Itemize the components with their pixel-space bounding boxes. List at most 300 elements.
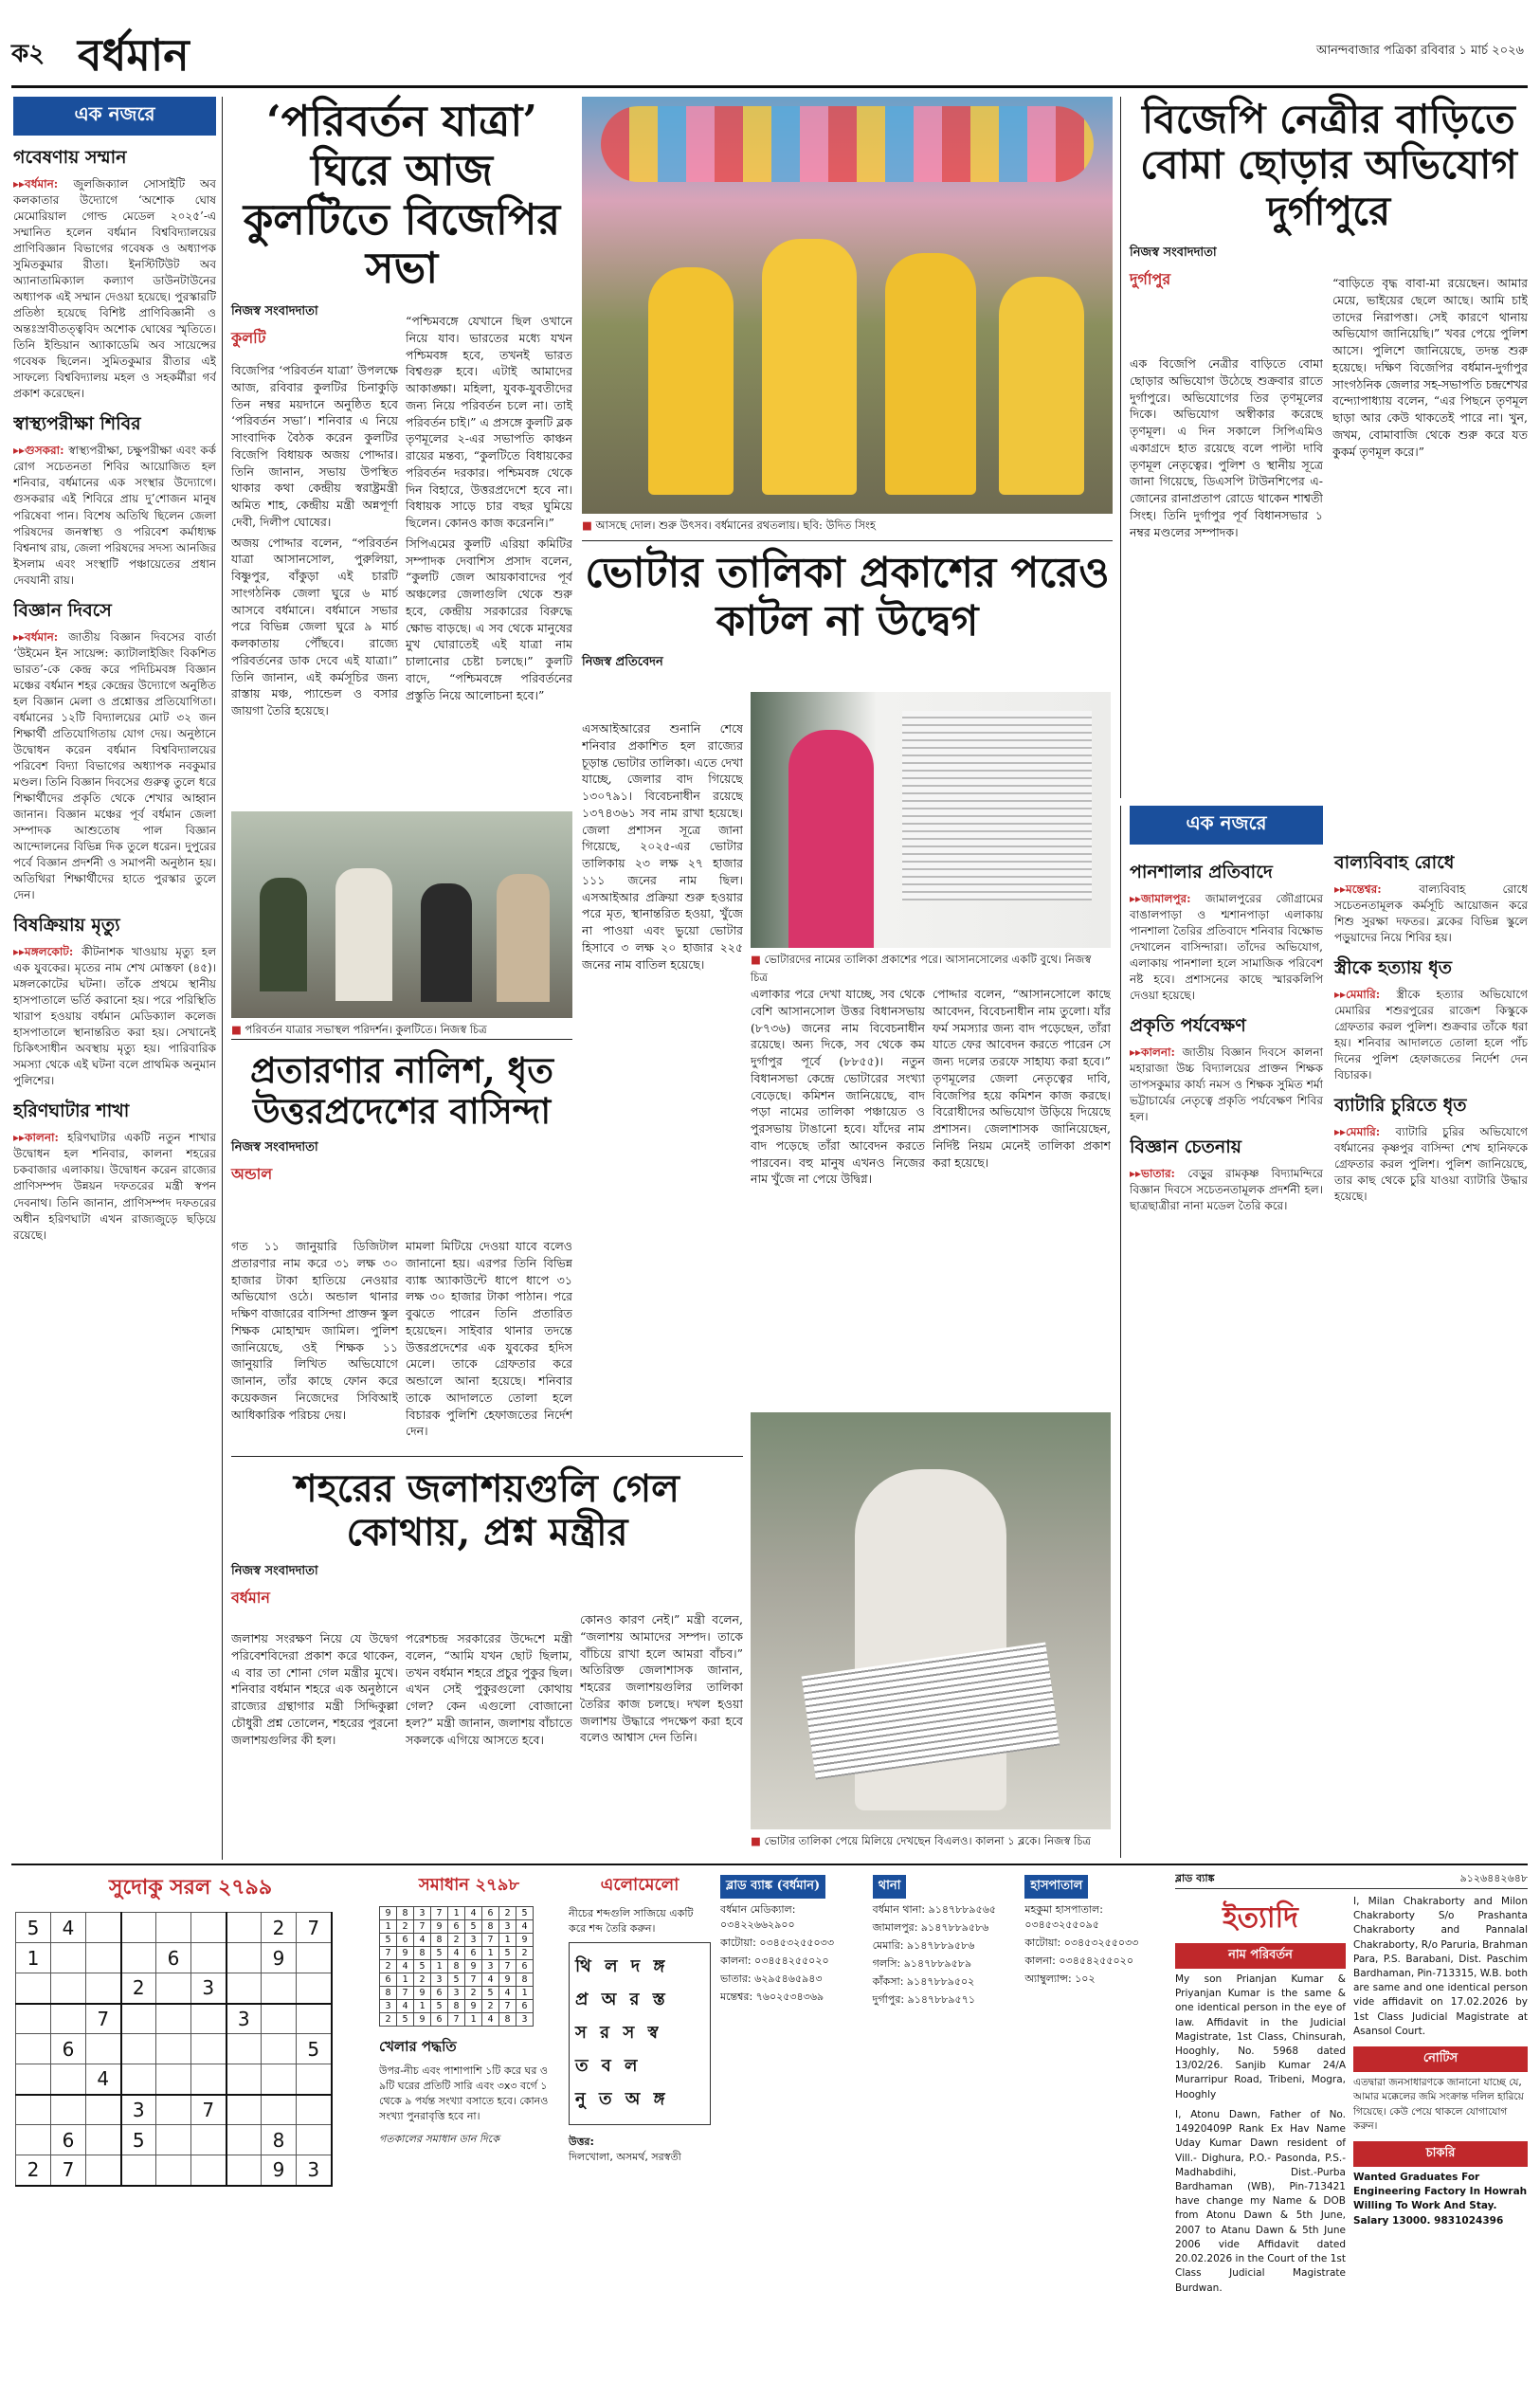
solution-cell: 1 (448, 1907, 465, 1920)
solution-cell: 1 (431, 1960, 448, 1973)
solution-cell: 1 (516, 1987, 534, 2000)
solution-cell: 4 (397, 1960, 414, 1973)
sudoku-cell[interactable]: 7 (86, 2004, 121, 2034)
nojore2-item-place: ▸▸ভাতার: (1130, 1167, 1188, 1181)
solution-cell: 4 (414, 1934, 431, 1947)
solution-cell: 4 (465, 1907, 482, 1920)
alolo-answer-title: উত্তর: (569, 2135, 594, 2148)
story-durgapur-byline: নিজস্ব সংবাদদাতা (1130, 245, 1217, 260)
solution-cell: 7 (499, 2000, 516, 2013)
directory-entry: দুর্গাপুর: ৯১৪৭৮৮৯৫৭১ (872, 1992, 975, 2006)
solution-cell: 9 (465, 1960, 482, 1973)
col-rule (1120, 97, 1121, 798)
sudoku-cell[interactable]: 2 (16, 2155, 51, 2186)
sidebar-header: এক নজরে (13, 97, 216, 136)
story-durgapur-headline: বিজেপি নেত্রীর বাড়িতে বোমা ছোড়ার অভিযোগ দুর্গাপুরে (1140, 96, 1517, 234)
caption-voter-board: ■ ভোটারদের নামের তালিকা প্রকাশের পরে। আসানসোলের একটি বুথে। নিজস্ব চিত্র (751, 952, 1111, 988)
sudoku-cell[interactable] (297, 2064, 332, 2095)
sudoku-cell[interactable] (262, 2004, 297, 2034)
solution-cell: 8 (499, 2013, 516, 2027)
story-fraud-col1: গত ১১ জানুয়ারি ডিজিটাল প্রতারণার নাম করে ৩১ লক্ষ ৩০ হাজার টাকা হাতিয়ে নেওয়ার অভিযোগ ওঠে। অন্ডাল থানার দক্ষিণ বাজারের বাসিন্দা প্রাক্তন স্কুল শিক্ষক মোহাম্মদ জামিল। পুলিশ জানিয়েছে, ওই শিক্ষক ১১ জানুয়ারি লিখিত অভিযোগে জানান, তাঁর কাছে ফোন করে কয়েকজন নিজেদের সিবিআই আধিকারিক পরিচয় দেয়। (231, 1239, 398, 1422)
solution-cell: 9 (431, 1920, 448, 1934)
solution-cell: 8 (448, 1960, 465, 1973)
solution-cell: 2 (397, 1920, 414, 1934)
solution-cell: 5 (431, 1947, 448, 1960)
story-fraud-col2: মামলা মিটিয়ে দেওয়া যাবে বলেও জানানো হয়। এরপর তিনি বিভিন্ন ব্যাঙ্ক অ্যাকাউন্টে ধাপে ধাপে ৩১ লক্ষ ৩০ হাজার টাকা পাঠান। পরে বুঝতে পারেন তিনি প্রতারিত হয়েছেন। সাইবার থানার তদন্তে উত্তরপ্রদেশের এক যুবকের হদিস মেলে। তাকে গ্রেফতার করে অন্ডালে আনা হয়েছে। শনিবার তাকে আদালতে তোলা হলে বিচারক পুলিশি হেফাজতের নির্দেশ দেন। (406, 1239, 572, 1439)
solution-cell: 6 (397, 1934, 414, 1947)
story-voterlist-col2: এলাকার পরে দেখা যাচ্ছে, সব থেকে বেশি আসানসোল উত্তর বিধানসভায় (৮৭৩৬) জনের নাম বিবেচনাধীন রয়েছে। অন্য দিকে, সব থেকে কম দুর্গাপুর পূর্বে (৮৮৫৫)। নতুন বিধানসভা কেন্দ্রে ভোটারের সংখ্যা বেড়েছে। কমিশন জানিয়েছে, বাদ পড়া নামের তালিকা পঞ্চায়েত ও পুরসভায় টাঙানো হবে। যাঁদের নাম বাদ পড়েছে তাঁরা আবেদন করতে পারবেন। বহু মানুষ এখনও নিজের নাম খুঁজে না পেয়ে উদ্বিগ্ন। (751, 987, 925, 1187)
sudoku-cell[interactable] (16, 2095, 51, 2125)
story-rule (231, 1456, 743, 1457)
sudoku-cell[interactable] (191, 1943, 226, 1973)
sudoku-title: সুদোকু সরল ২৭৯৯ (108, 1875, 273, 1900)
story-durgapur-place: দুর্গাপুর (1130, 269, 1171, 288)
sidebar-item-text: ▸▸বর্ধমান: জাতীয় বিজ্ঞান দিবসের বার্তা ‘উইমেন ইন সায়েন্স: ক্যাটালাইজিং বিকশিত ভারত’-কে কেন্দ্র করে পদিচিমবঙ্গ বিজ্ঞান মঞ্চের বর্ধমান শহর কেন্দ্রের উদ্যোগে অনুষ্ঠিত হল বিজ্ঞান মেলা ও প্রশ্নোত্তর প্রতিযোগিতা। বর্ধমানের ১২টি বিদ্যালয়ের মোট ৩২ জন শিক্ষার্থী প্রতিযোগিতায় যোগ দেয়। অনুষ্ঠানে উদ্বোধন করেন বর্ধমান বিশ্ববিদ্যালয়ের পরিবেশ বিদ্যা বিভাগের অধ্যাপক নবকুমার মণ্ডল। তিনি বিজ্ঞান দিবসের গুরুত্ব তুলে ধরে শিক্ষার্থীদের প্রকৃতি থেকে শেখার আহ্বান জানান। বিজ্ঞান মঞ্চের পূর্ব বর্ধমান জেলা সম্পাদক আশুতোষ পাল বিজ্ঞান আন্দোলনের বিভিন্ন দিক তুলে ধরেন। দুপুরের পর্বে বিজ্ঞান প্রদর্শনী ও সমাপনী অনুষ্ঠান হয়। অতিথিরা শিক্ষার্থীদের হাতে পুরস্কার তুলে দেন। (13, 629, 216, 902)
sidebar-item-place: ▸▸মঙ্গলকোট: (13, 945, 82, 959)
sudoku-cell[interactable] (156, 2004, 191, 2034)
solution-cell: 6 (380, 1973, 397, 1987)
sidebar-item-place: ▸▸বর্ধমান: (13, 629, 69, 644)
solution-cell: 2 (414, 1973, 431, 1987)
sudoku-cell[interactable] (191, 2034, 226, 2064)
sudoku-cell[interactable]: 4 (86, 2064, 121, 2095)
voter-list-sheet (902, 711, 1092, 900)
sudoku-cell[interactable] (226, 2155, 262, 2186)
alolo-title: এলোমেলো (600, 1875, 679, 1895)
sudoku-cell[interactable] (226, 2064, 262, 2095)
solution-cell: 4 (482, 2013, 499, 2027)
alolo-instructions: নীচের শব্দগুলি সাজিয়ে একটি করে শব্দ তৈরি করুন। (569, 1907, 694, 1935)
solution-cell: 4 (499, 1987, 516, 2000)
sudoku-cell[interactable]: 2 (262, 1913, 297, 1943)
dancer-shape (648, 267, 734, 495)
solution-cell: 7 (397, 1987, 414, 2000)
alolo-word: স র স স্ব (575, 2022, 662, 2043)
solution-cell: 2 (380, 2013, 397, 2027)
sudoku-cell[interactable] (262, 2034, 297, 2064)
solution-panel (379, 1871, 559, 2147)
solution-cell: 2 (380, 1960, 397, 1973)
nojore-right-header: এক নজরে (1130, 806, 1323, 845)
solution-cell: 3 (448, 1987, 465, 2000)
story-kulti-headline: ‘পরিবর্তন যাত্রা’ ঘিরে আজ কুলটিতে বিজেপির সভা (243, 96, 561, 294)
alolo-panel (569, 1871, 711, 2165)
sudoku-cell[interactable] (297, 1943, 332, 1973)
nojore2-item-text: ▸▸মন্তেশ্বর: বাল্যবিবাহ রোধে সচেতনতামূলক কর্মসূচি আয়োজন করে শিশু সুরক্ষা দফতর। ব্লকের বিভিন্ন স্কুলে পড়ুয়াদের নিয়ে শিবির হয়। (1334, 882, 1528, 945)
directory-entry: মহকুমা হাসপাতাল: ০৩৪৫৩২৫৫০৯৫ (1024, 1903, 1103, 1931)
solution-cell: 9 (414, 1987, 431, 2000)
story-durgapur (1130, 97, 1528, 299)
story-ponds-col1: জলাশয় সংরক্ষণ নিয়ে যে উদ্বেগ পরিবেশবিদেরা প্রকাশ করে থাকেন, এ বার তা শোনা গেল মন্ত্রীর মুখে। শনিবার বর্ধমান শহরে এক অনুষ্ঠানে রাজ্যের গ্রন্থাগার মন্ত্রী সিদ্দিকুল্লা চৌধুরী প্রশ্ন তোলেন, শহরের পুরনো জলাশয়গুলির কী হল। (231, 1631, 398, 1747)
alolo-word: নু ত অ ঙ্গ (575, 2088, 669, 2109)
solution-cell: 7 (448, 2013, 465, 2027)
sidebar-item-text: ▸▸মঙ্গলকোট: কীটনাশক খাওয়ায় মৃত্যু হল এক যুবকের। মৃতের নাম শেখ মোস্তফা (৪৫)। মঙ্গলকোটের ঘটনা। তাঁকে প্রথমে স্থানীয় হাসপাতালে ভর্তি করানো হয়। পরে পরিস্থিতি খারাপ হওয়ায় বর্ধমান মেডিক্যাল কলেজ হাসপাতালে স্থানান্তরিত করা হয়। সেখানেই চিকিৎসাধীন অবস্থায় মৃত্যু হয়। পারিবারিক সমস্যা থেকে এই ঘটনা বলে প্রাথমিক অনুমান পুলিশের। (13, 945, 216, 1088)
directory (720, 1871, 1166, 2336)
sudoku-cell[interactable] (156, 2155, 191, 2186)
page-number: ক২ (11, 40, 45, 68)
sudoku-cell[interactable] (86, 2155, 121, 2186)
sudoku-cell[interactable]: 9 (262, 1943, 297, 1973)
sudoku-cell[interactable] (156, 2125, 191, 2155)
sudoku-cell[interactable] (191, 2125, 226, 2155)
story-ponds-col2: পরেশচন্দ্র সরকারের উদ্দেশে মন্ত্রী বলেন, “আমি যখন ছোট ছিলাম, তখন বর্ধমান শহরে প্রচুর পুকুর ছিল। এখন সেই পুকুরগুলো কোথায় গেল? কেন এগুলো বোজানো হল?” মন্ত্রী জানান, জলাশয় বাঁচাতে সকলকে এগিয়ে আসতে হবে। (406, 1631, 572, 1747)
solution-cell: 8 (448, 2000, 465, 2013)
solution-cell: 4 (448, 1947, 465, 1960)
story-ponds (231, 1467, 743, 1617)
solution-cell: 3 (465, 1934, 482, 1947)
masthead (11, 27, 1528, 82)
nojore2-item-head: বিজ্ঞান চেতনায় (1130, 1136, 1241, 1158)
sudoku-cell[interactable] (156, 1973, 191, 2004)
solution-cell: 2 (499, 1907, 516, 1920)
ad-name-change-1: My son Prianjan Kumar & Priyanjan Kumar is the same & one identical person in the eye of law. Affidavit in the Judicial Magistrate, 1st Class, Chinsurah, Hooghly, No. 5968 dated 13/02/26. Sanjib Kumar 24/A Murarripur Road, Tribeni, Mogra, Hooghly (1175, 1973, 1346, 2100)
sudoku-cell[interactable] (16, 1973, 51, 2004)
solution-cell: 5 (414, 1960, 431, 1973)
dir-head-thana: থানা (873, 1875, 907, 1899)
sudoku-cell[interactable] (16, 2004, 51, 2034)
sidebar-item-head: বিষক্রিয়ায় মৃত্যু (13, 915, 120, 936)
directory-col-bloodbank (720, 1871, 861, 2010)
bloodbank-label: ব্লাড ব্যাঙ্ক (1175, 1872, 1215, 1884)
sudoku-cell[interactable] (86, 2095, 121, 2125)
story-voterlist (582, 550, 1113, 677)
story-fraud-headline: প্রতারণার নালিশ, ধৃত উত্তরপ্রদেশের বাসিন্দা (250, 1049, 553, 1132)
sudoku-cell[interactable] (191, 1913, 226, 1943)
nojore2-item-head: বাল্যবিবাহ রোধে (1334, 852, 1455, 873)
sudoku-cell[interactable] (51, 2064, 86, 2095)
sudoku-cell[interactable]: 9 (262, 2155, 297, 2186)
solution-cell: 6 (516, 2000, 534, 2013)
alolo-words (569, 1942, 711, 2125)
solution-cell: 5 (465, 1920, 482, 1934)
solution-cell: 5 (448, 1973, 465, 1987)
sidebar-item-place: ▸▸গুসকরা: (13, 444, 69, 458)
directory-entry: কাঁকসা: ৯১৪৭৮৮৯৫০২ (872, 1974, 975, 1988)
sidebar-item-text: ▸▸কালনা: হরিণঘাটার একটি নতুন শাখার উদ্বোধন হল শনিবার, কালনা শহরের চকবাজার এলাকায়। উদ্বোধন করেন রাজ্যের প্রাণিসম্পদ উন্নয়ন দফতরের মন্ত্রী স্বপন দেবনাথ। তিনি জানান, প্রাণিসম্পদ দফতরের অধীন হরিণঘাটা এখন রাজ্যজুড়ে ছড়িয়ে রয়েছে। (13, 1131, 216, 1242)
sudoku-cell[interactable] (51, 1973, 86, 2004)
directory-entry: কালনা: ০৩৪৫৪২৫৫০২০ (720, 1954, 829, 1967)
solution-cell: 6 (431, 1987, 448, 2000)
solution-cell: 3 (380, 2000, 397, 2013)
section-title: বর্ধমান (78, 29, 190, 81)
sidebar-item-head: বিজ্ঞান দিবসে (13, 599, 112, 621)
solution-cell: 4 (516, 1920, 534, 1934)
sudoku-cell[interactable]: 7 (191, 2095, 226, 2125)
sudoku-cell[interactable] (51, 2004, 86, 2034)
sudoku-cell[interactable]: 4 (51, 1913, 86, 1943)
directory-entry: কাটোয়া: ০৩৪৫৩২৫৫০৩৩ (720, 1936, 834, 1949)
solution-cell: 4 (482, 1973, 499, 1987)
solution-cell: 5 (516, 1907, 534, 1920)
sudoku-cell[interactable] (226, 1943, 262, 1973)
sudoku-cell[interactable] (156, 2095, 191, 2125)
sudoku-cell[interactable]: 7 (297, 1913, 332, 1943)
caption-holi: ■ আসছে দোল। শুরু উৎসব। বর্ধমানের রথতলায়। ছবি: উদিত সিংহ (582, 518, 1113, 536)
nojore2-item-head: পানশালার প্রতিবাদে (1130, 862, 1273, 882)
story-kulti-place: কুলটি (231, 329, 266, 347)
sudoku-cell[interactable] (86, 1913, 121, 1943)
date-line: আনন্দবাজার পত্রিকা রবিবার ১ মার্চ ২০২৬ (1315, 44, 1524, 58)
sudoku-grid[interactable] (15, 1912, 333, 2187)
alolo-answer: দিলখোলা, অসমর্থ, সরস্বতী (569, 2150, 681, 2163)
jobs-text: Wanted Graduates For Engineering Factory In Howrah Willing To Work And Stay. Salary 13000. 9831024396 (1353, 2172, 1528, 2227)
figure-shape (335, 868, 392, 1001)
caption-kulti: ■ পরিবর্তন যাত্রার সভাস্থল পরিদর্শন। কুলটিতে। নিজস্ব চিত্র (231, 1022, 572, 1040)
rules-title: খেলার পদ্ধতি (379, 2038, 457, 2055)
solution-cell: 1 (397, 1973, 414, 1987)
sudoku-cell[interactable]: 1 (16, 1943, 51, 1973)
sudoku-cell[interactable]: 6 (51, 2034, 86, 2064)
sidebar-item-head: হরিণঘাটার শাখা (13, 1100, 130, 1122)
sudoku-cell[interactable] (86, 1973, 121, 2004)
sidebar-nojore (13, 97, 216, 1860)
sudoku-cell[interactable] (86, 2125, 121, 2155)
solution-cell: 1 (380, 1920, 397, 1934)
solution-cell: 9 (465, 2000, 482, 2013)
sudoku-cell[interactable] (226, 2125, 262, 2155)
sidebar-item-text: ▸▸গুসকরা: স্বাস্থ্যপরীক্ষা, চক্ষুপরীক্ষা এবং কর্ক রোগ সচেতনতা শিবির আয়োজিত হল শনিবার, বর্ধমানের এক সংস্থার উদ্যোগে। গুসকরার এই শিবিরে প্রায় দু’শোজন মানুষ পরিষেবা পান। বিশেষ অতিথি ছিলেন জেলা পরিষদের জনস্বাস্থ্য ও পরিবেশ কর্মাধ্যক্ষ বিশ্বনাথ রায়, জেলা পরিষদের সদস্য আনজির ইসলাম এবং সংস্থাটি পঞ্চায়েতের প্রধান দেবযানী রায়। (13, 444, 216, 587)
sidebar-item-text: ▸▸বর্ধমান: জুলজিক্যাল সোসাইটি অব কলকাতার উদ্যোগে ‘অশোক ঘোষ মেমোরিয়াল গোল্ড মেডেল ২০২৫’-এ সম্মানিত হলেন বর্ধমান বিশ্ববিদ্যালয়ের প্রাণিবিজ্ঞান বিভাগের গবেষক ও অধ্যাপক সুমিতকুমার রীতা। ইনস্টিটিউট অব অ্যানাতামিক্যাল কল্যাণ ডাউনটাউনের অধ্যাপক এই সম্মান দেওয়া হয়েছে। পুরস্কারটি প্রতিষ্ঠা হয়েছে বিশিষ্ট প্রাণিবিজ্ঞানী ও অন্তঃস্রাবীতত্ত্ববিদ অশোক ঘোষের স্মৃতিতে। তিনি ইন্ডিয়ান অ্যাকাডেমি অব সায়েন্সের গবেষক ছিলেন। সুমিতকুমার রীতার এই সাফল্যে বিশ্ববিদ্যালয় মহল ও সহকর্মীরা গর্ব প্রকাশ করেছেন। (13, 176, 216, 401)
story-voterlist-col3: পোদ্দার বলেন, “আসানসোলে কাছে আবেদন, বিবেচনাধীন নাম তুলো। যাঁর ফর্ম সমস্যার জন্য বাদ পড়েছেন, তাঁরা যাতে ফের আবেদন করতে পারেন সে জন্য দলের তরফে সাহায্য করা হবে।” তৃণমূলের জেলা নেতৃত্বের দাবি, বিজেপির হয়ে কমিশন কাজ করছে। বিরোধীদের অভিযোগ উড়িয়ে দিয়েছে প্রশাসন। জেলাশাসক জানিয়েছেন, নির্দিষ্ট নিয়ম মেনেই তালিকা প্রকাশ করা হয়েছে। (933, 987, 1111, 1170)
ityadi-logo: ইত্যাদি (1223, 1900, 1298, 1935)
nojore2-item-text: ▸▸ভাতার: বেড়ুর রামকৃষ্ণ বিদ্যামন্দিরে বিজ্ঞান দিবসে সচেতনতামূলক প্রদর্শনী হল। ছাত্রছাত্রীরা নানা মডেল তৈরি করে। (1130, 1167, 1323, 1213)
sudoku-cell[interactable] (191, 2155, 226, 2186)
nojore2-item-place: ▸▸মেমারি: (1334, 988, 1397, 1002)
nojore2-item-text: ▸▸মেমারি: স্ত্রীকে হত্যার অভিযোগে মেমারির শশুরপুরের রাজেশ কিস্কুকে গ্রেফতার করল পুলিশ। শুক্রবার তাঁকে ধরা হয়। শনিবার আদালতে তোলা হলে পাঁচ দিনের পুলিশ হেফাজতের নির্দেশ দেন বিচারক। (1334, 988, 1528, 1082)
sidebar-item-place: ▸▸কালনা: (13, 1131, 68, 1145)
story-fraud-byline: নিজস্ব সংবাদদাতা (231, 1140, 318, 1155)
story-rule (582, 540, 1113, 541)
nojore2-item-head: ব্যাটারি চুরিতে ধৃত (1334, 1095, 1467, 1117)
solution-cell: 8 (431, 1934, 448, 1947)
solution-title: সমাধান ২৭৯৮ (418, 1875, 520, 1895)
sudoku-cell[interactable]: 2 (121, 1973, 156, 2004)
caption-blo: ■ ভোটার তালিকা পেয়ে মিলিয়ে দেখছেন বিএলও। কালনা ১ ব্লকে। নিজস্ব চিত্র (751, 1833, 1111, 1851)
nojore2-item-text: ▸▸মেমারি: ব্যাটারি চুরির অভিযোগে বর্ধমানের কৃষ্ণপুর বাসিন্দা শেখ হানিফকে গ্রেফতার করল পুলিশ। পুলিশ জানিয়েছে, তার কাছ থেকে চুরি যাওয়া ব্যাটারি উদ্ধার হয়েছে। (1334, 1125, 1528, 1204)
nojore2-item-place: ▸▸মেমারি: (1334, 1125, 1396, 1139)
solution-cell: 7 (482, 1934, 499, 1947)
directory-entry: বর্ধমান থানা: ৯১৪৭৮৮৯৫৬৫ (872, 1903, 996, 1916)
sudoku-cell[interactable] (121, 1913, 156, 1943)
figure-shape (260, 878, 307, 991)
sudoku-cell[interactable] (226, 2095, 262, 2125)
directory-col-thana (873, 1871, 1014, 2010)
directory-entry: গলসি: ৯১৪৭৮৮৯৫৮৯ (872, 1956, 972, 1970)
nojore2-item-head: স্ত্রীকে হত্যায় ধৃত (1334, 957, 1453, 979)
alolo-word: ত ব ল (575, 2055, 642, 2076)
dir-head-hospital: হাসপাতাল (1024, 1875, 1088, 1899)
sudoku-cell[interactable] (226, 1913, 262, 1943)
solution-cell: 7 (380, 1947, 397, 1960)
sudoku-cell[interactable] (16, 2125, 51, 2155)
jobs-head: চাকরি (1353, 2141, 1528, 2167)
sudoku-cell[interactable] (191, 2004, 226, 2034)
solution-cell: 2 (465, 1987, 482, 2000)
solution-cell: 7 (431, 1907, 448, 1920)
nojore-right (1130, 806, 1528, 1858)
paper-fans-decoration (601, 106, 1094, 182)
woman-figure (788, 730, 874, 948)
sudoku-cell[interactable] (121, 2004, 156, 2034)
photo-kulti-rally (231, 811, 572, 1018)
story-kulti-para1: বিজেপির ‘পরিবর্তন যাত্রা’ উপলক্ষে আজ, রবিবার কুলটির চিনাকুড়ি তিন নম্বর ময়দানে অনুষ্ঠিত হবে ‘পরিবর্তন সভা’। শনিবার এ নিয়ে সাংবাদিক বৈঠক করেন কুলটির বিজেপি বিধায়ক অজয় পোদ্দার। তিনি জানান, সভায় উপস্থিত থাকার কথা কেন্দ্রীয় স্বরাষ্ট্রমন্ত্রী অমিত শাহ, কেন্দ্রীয় মন্ত্রী অন্নপূর্ণা দেবী, দিলীপ ঘোষের। (231, 363, 398, 529)
sidebar-item-place: ▸▸বর্ধমান: (13, 176, 74, 191)
bottom-rule (11, 1864, 1528, 1865)
sudoku-cell[interactable]: 6 (156, 1943, 191, 1973)
solution-cell: 3 (431, 1973, 448, 1987)
directory-entry: ভাতার: ৬২৯৫৪৬৫৯৪৩ (720, 1972, 823, 1985)
sudoku-cell[interactable] (121, 1943, 156, 1973)
sudoku-cell[interactable] (297, 1973, 332, 2004)
sudoku-cell[interactable]: 3 (297, 2155, 332, 2186)
story-rule (231, 1039, 572, 1040)
sudoku-cell[interactable] (51, 1943, 86, 1973)
sudoku-cell[interactable] (262, 1973, 297, 2004)
solution-grid (379, 1906, 534, 2027)
solution-cell: 1 (465, 2013, 482, 2027)
sudoku-cell[interactable] (226, 1973, 262, 2004)
masthead-rule (11, 85, 1528, 88)
sudoku-credit: গতকালের সমাধান ডান দিকে (379, 2132, 499, 2145)
sudoku-cell[interactable] (156, 2064, 191, 2095)
solution-cell: 1 (482, 1947, 499, 1960)
directory-col-hospital (1024, 1871, 1166, 2010)
sudoku-cell[interactable] (262, 2064, 297, 2095)
sudoku-cell[interactable] (16, 2034, 51, 2064)
nojore-right-items (1130, 850, 1528, 1858)
directory-entry: মেমারি: ৯১৪৭৮৮৯৫৮৬ (872, 1938, 975, 1952)
dancer-shape (885, 253, 976, 495)
sudoku-cell[interactable]: 6 (51, 2125, 86, 2155)
solution-cell: 9 (516, 1934, 534, 1947)
story-voterlist-byline: নিজস্ব প্রতিবেদন (582, 655, 663, 670)
solution-cell: 1 (414, 2000, 431, 2013)
photo-holi-dance (582, 97, 1113, 514)
nojore2-item-place: ▸▸কালনা: (1130, 1046, 1183, 1060)
ityadi-section: নাম পরিবর্তন (1175, 1943, 1346, 1969)
voter-list-paper (802, 1642, 1060, 1779)
solution-cell: 9 (414, 2013, 431, 2027)
solution-cell: 3 (499, 1920, 516, 1934)
solution-cell: 8 (414, 1947, 431, 1960)
sudoku-cell[interactable] (51, 2095, 86, 2125)
story-voterlist-col1: এসআইআরের শুনানি শেষে শনিবার প্রকাশিত হল রাজ্যের চূড়ান্ত ভোটার তালিকা। এতে দেখা যাচ্ছে, জেলার বাদ গিয়েছে ১৩০৭৯১। বিবেচনাধীন রয়েছে ১৩৭৪৩৬১ সব নাম রাখা হয়েছে। জেলা প্রশাসন সূত্রে জানা গিয়েছে, ২০২৫-এর ভোটার তালিকায় ২৩ লক্ষ ২৭ হাজার ১১১ জনের নাম ছিল। এসআইআর প্রক্রিয়া শুরু হওয়ার পরে মৃত, স্থানান্তরিত হওয়া, খুঁজে না পাওয়া এবং ভুয়ো ভোটার হিসাবে ৩ লক্ষ ২০ হাজার ২২৫ জনের নাম বাতিল হয়েছে। (582, 721, 743, 972)
nojore2-item-place: ▸▸জামালপুর: (1130, 891, 1205, 905)
sudoku-cell[interactable]: 5 (297, 2034, 332, 2064)
sudoku-cell[interactable] (121, 2034, 156, 2064)
sudoku-cell[interactable]: 8 (262, 2125, 297, 2155)
solution-cell: 5 (431, 2000, 448, 2013)
story-ponds-byline: নিজস্ব সংবাদদাতা (231, 1564, 318, 1578)
sudoku-cell[interactable] (16, 2064, 51, 2095)
dir-list-thana (873, 1902, 1014, 2008)
solution-cell: 9 (499, 1973, 516, 1987)
story-ponds-col3: কোনও কারণ নেই।” মন্ত্রী বলেন, “জলাশয় আমাদের সম্পদ। তাকে বাঁচিয়ে রাখা হলে আমরা বাঁচব।” অতিরিক্ত জেলাশাসক জানান, শহরের জলাশয়গুলির তালিকা তৈরির কাজ চলছে। দখল হওয়া জলাশয় উদ্ধারে পদক্ষেপ করা হবে বলেও আশ্বাস দেন তিনি। (580, 1612, 743, 1745)
story-kulti-col2 (406, 313, 572, 808)
sudoku-panel (15, 1871, 366, 2187)
sudoku-cell[interactable]: 7 (51, 2155, 86, 2186)
story-ponds-headline: শহরের জলাশয়গুলি গেল কোথায়, প্রশ্ন মন্ত্রীর (294, 1466, 679, 1555)
directory-entry: কাটোয়া: ০৩৪৫৩২৫৫০৩৩ (1024, 1936, 1139, 1949)
solution-cell: 8 (397, 1907, 414, 1920)
sidebar-item-head: স্বাস্থ্যপরীক্ষা শিবির (13, 413, 141, 435)
bloodbank-number: ৯১২৬৪৪২৬৪৮ (1459, 1872, 1528, 1884)
solution-cell: 4 (397, 2000, 414, 2013)
notice-text: এতদ্বারা জনসাধারণকে জানানো যাচ্ছে যে, আমার মক্কেলের জমি সংক্রান্ত দলিল হারিয়ে গিয়েছে। কেউ পেয়ে থাকলে যোগাযোগ করুন। (1353, 2077, 1524, 2132)
dancer-shape (999, 277, 1084, 495)
solution-cell: 9 (397, 1947, 414, 1960)
solution-cell: 6 (431, 2013, 448, 2027)
notice-head: নোটিস (1353, 2046, 1528, 2072)
solution-cell: 3 (516, 2013, 534, 2027)
solution-cell: 3 (482, 1960, 499, 1973)
directory-entry: কালনা: ০৩৪৫৪২৫৫০২০ (1024, 1954, 1133, 1967)
sudoku-cell[interactable] (262, 2095, 297, 2125)
solution-cell: 6 (448, 1920, 465, 1934)
sudoku-cell[interactable] (226, 2034, 262, 2064)
sidebar-items (13, 145, 216, 1244)
story-kulti-byline: নিজস্ব সংবাদদাতা (231, 304, 318, 318)
col-rule (222, 97, 223, 1860)
sudoku-cell[interactable] (297, 2125, 332, 2155)
nojore2-item-text: ▸▸জামালপুর: জামালপুরের জৌগ্রামের বাঙালপাড়া ও শ্মশানপাড়া এলাকায় পানশালা তৈরির প্রতিবাদে শনিবার বিক্ষোভ দেখালেন বাসিন্দারা। তাঁদের অভিযোগ, এলাকায় পানশালা হলে সামাজিক পরিবেশ নষ্ট হবে। প্রশাসনের কাছে স্মারকলিপি দেওয়া হয়েছে। (1130, 891, 1323, 1003)
sudoku-cell[interactable]: 3 (226, 2004, 262, 2034)
dir-head-bloodbank: ব্লাড ব্যাঙ্ক (বর্ধমান) (720, 1875, 825, 1899)
sudoku-cell[interactable] (121, 2155, 156, 2186)
solution-cell: 2 (482, 2000, 499, 2013)
directory-entry: মন্তেশ্বর: ৭৬০২৫৩৪৩৬৯ (720, 1990, 824, 2003)
directory-entry: অ্যাম্বুল্যান্স: ১০২ (1024, 1972, 1096, 1985)
photo-blo-checking (751, 1412, 1111, 1829)
ad-name-change-3: I, Milan Chakraborty and Milon Chakraborty S/o Prashanta Chakraborty and Pannalal Chakraborty, R/o Paruria, Brahman Para, P.S. Barabani, Dist. Paschim Bardhaman, Pin-713315, W.B. both are same and one identical person vide affidavit on 17.02.2026 by 1st Class Judicial Magistrate at Asansol Court. (1353, 1895, 1528, 2037)
sudoku-cell[interactable] (297, 2004, 332, 2034)
sudoku-cell[interactable] (86, 2034, 121, 2064)
solution-cell: 5 (380, 1934, 397, 1947)
dancer-shape (762, 239, 857, 495)
solution-cell: 6 (465, 1947, 482, 1960)
sudoku-cell[interactable]: 5 (121, 2125, 156, 2155)
dir-list-hospital (1024, 1902, 1166, 1987)
story-kulti-para4: সিপিএমের কুলটি এরিয়া কমিটির সম্পাদক দেবাশিস প্রসাদ বলেন, “কুলটি জেল আয়কাবাদের পূর্ব অঞ্চলের জেলাগুলি থেকে শুরু হবে, কেন্দ্রীয় সরকারের বিরুদ্ধে ক্ষোভ বাড়ছে। এ সব থেকে মানুষের মুখ ঘোরাতেই এই যাত্রা নাম চালানোর চেষ্টা চলছে।” কুলটি বাদে, “পশ্চিমবঙ্গে পরিবর্তনের প্রস্তুতি নিয়ে আলোচনা হবে।” (406, 536, 572, 702)
sudoku-cell[interactable]: 3 (121, 2095, 156, 2125)
ityadi-classifieds (1175, 1871, 1528, 2364)
story-durgapur-col2: “বাড়িতে বৃদ্ধ বাবা-মা রয়েছেন। আমার মেয়ে, ভাইয়ের ছেলে আছে। আমি চাই তাদের নিরাপত্তা। সেই কারণে থানায় অভিযোগ জানিয়েছি।” খবর পেয়ে পুলিশ আসে। পুলিশে জানিয়েছে, তদন্ত শুরু হয়েছে। দক্ষিণ বিজেপির বর্ধমান-দুর্গাপুর সাংগঠনিক জেলার সহ-সভাপতি চন্দ্রশেখর বন্দ্যোপাধ্যায় বলেন, “এর পিছনে তৃণমূল ছাড়া আর কেউ থাকতেই পারে না। খুন, জখম, বোমাবাজি থেকে শুরু করে যত কুকর্ম তৃণমূল করে।” (1332, 276, 1528, 459)
solution-cell: 1 (499, 1934, 516, 1947)
nojore2-item-place: ▸▸মন্তেশ্বর: (1334, 882, 1420, 896)
directory-entry: জামালপুর: ৯১৪৭৮৮৯৫৮৬ (872, 1920, 989, 1934)
sudoku-cell[interactable] (156, 1913, 191, 1943)
sudoku-cell[interactable] (191, 2064, 226, 2095)
sudoku-cell[interactable] (121, 2064, 156, 2095)
sudoku-cell[interactable]: 3 (191, 1973, 226, 2004)
solution-cell: 8 (380, 1987, 397, 2000)
solution-cell: 8 (516, 1973, 534, 1987)
sudoku-cell[interactable] (86, 1943, 121, 1973)
figure-shape (421, 883, 472, 1002)
photo-voter-board (751, 692, 1111, 948)
solution-cell: 7 (465, 1973, 482, 1987)
sudoku-cell[interactable] (156, 2034, 191, 2064)
nojore2-item-head: প্রকৃতি পর্যবেক্ষণ (1130, 1015, 1246, 1037)
sudoku-cell[interactable]: 5 (16, 1913, 51, 1943)
story-kulti-para3: “পশ্চিমবঙ্গে যেখানে ছিল ওখানে নিয়ে যাব। ভারতের মধ্যে যখন পশ্চিমবঙ্গ হবে, তখনই ভারত বিশ্বগুরু হবে। এটাই আমাদের আকাঙ্ক্ষা। মহিলা, যুবক-যুবতীদের জন্য নিয়ে পরিবর্তন চলে না। তাই পরিবর্তন চাই।” এ প্রসঙ্গে কুলটি ব্লক তৃণমূলের ২-এর সভাপতি কাঞ্চন রায়ের মন্তব্য, “কুলটিতে বিধায়কের পরিবর্তন দরকার। পশ্চিমবঙ্গ থেকে দিন বিহারে, উত্তরপ্রদেশে হবে না। বিধায়ক সাড়ে চার বছর ঘুমিয়ে ছিলেন। কোনও কাজ করেননি।” (406, 314, 572, 530)
nojore2-item-text: ▸▸কালনা: জাতীয় বিজ্ঞান দিবসে কালনা মহারাজা উচ্চ বিদ্যালয়ের প্রাক্তন শিক্ষক তাপসকুমার কার্য্য নমস ও শিক্ষক সুমিত শর্মা ভট্টাচার্যের নেতৃত্বে প্রকৃতি পর্যবেক্ষণ শিবির হল। (1130, 1046, 1323, 1124)
solution-cell: 9 (380, 1907, 397, 1920)
alolo-word: প্র অ র স্ত (575, 1989, 669, 2009)
solution-cell: 5 (482, 1987, 499, 2000)
story-fraud (231, 1050, 572, 1193)
sudoku-cell[interactable] (297, 2095, 332, 2125)
